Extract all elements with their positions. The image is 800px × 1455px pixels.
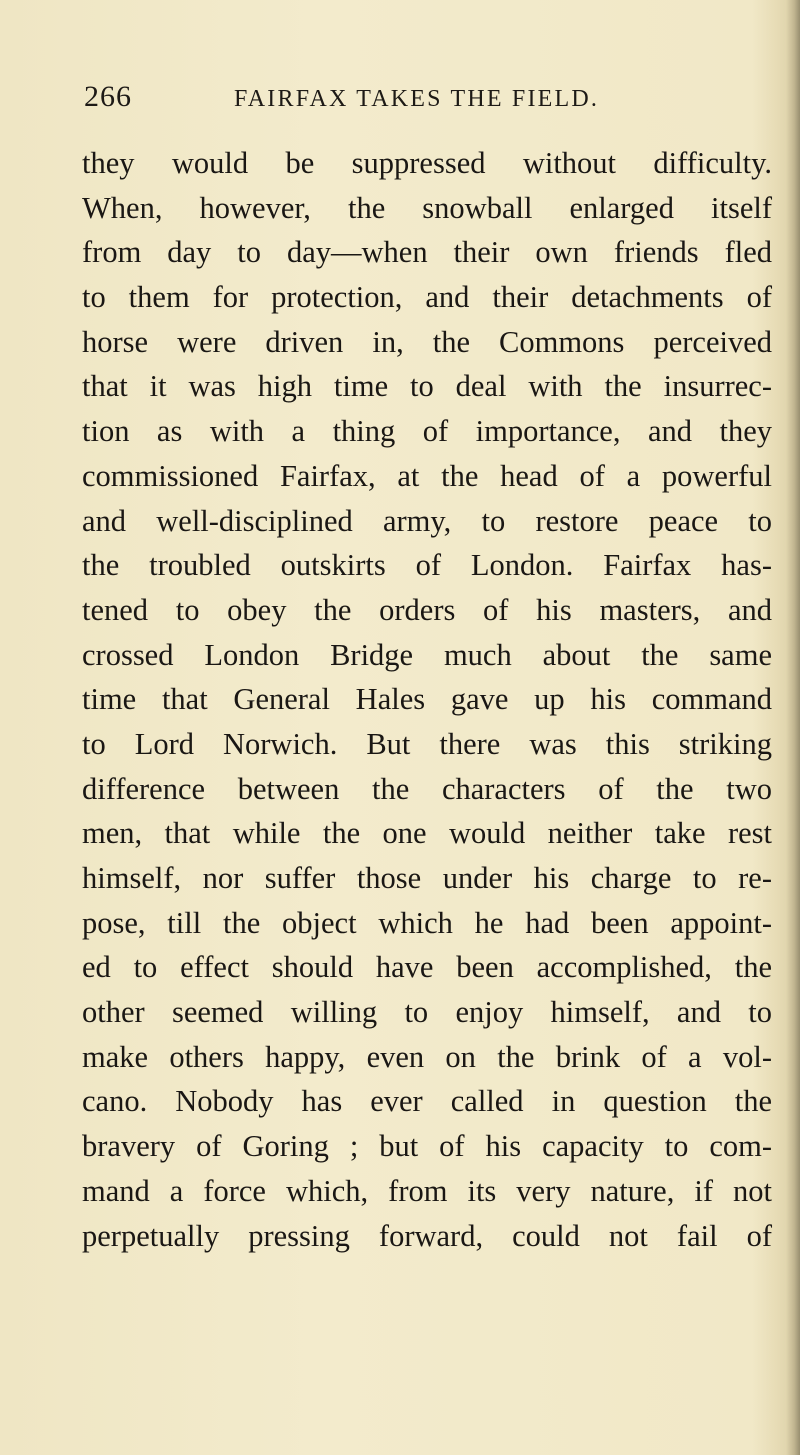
text-line: from day to day—when their own friends fled — [82, 235, 772, 270]
text-line: men, that while the one would neither take rest — [82, 816, 772, 851]
page-gutter-shadow — [786, 0, 800, 1455]
text-line: other seemed willing to enjoy himself, and to — [82, 995, 772, 1030]
text-line: difference between the characters of the two — [82, 771, 772, 806]
text-line: crossed London Bridge much about the same — [82, 637, 772, 672]
text-line: they would be suppressed without difficulty. — [82, 146, 772, 180]
text-line: that it was high time to deal with the insurrec- — [82, 369, 772, 404]
text-line: tion as with a thing of importance, and they — [82, 414, 772, 449]
text-line: mand a force which, from its very nature, if not — [82, 1173, 772, 1208]
text-line: tened to obey the orders of his masters, and — [82, 592, 772, 627]
page-number: 266 — [84, 80, 132, 113]
text-line: cano. Nobody has ever called in question the — [82, 1084, 772, 1119]
text-line: to Lord Norwich. But there was this striking — [82, 726, 772, 761]
text-line: himself, nor suffer those under his charge to re- — [82, 861, 772, 895]
text-line: perpetually pressing forward, could not fail of — [82, 1218, 772, 1253]
text-line: to them for protection, and their detachments of — [82, 280, 772, 315]
text-line: make others happy, even on the brink of a vol- — [82, 1039, 772, 1074]
body-text — [82, 141, 772, 1258]
text-line: time that General Hales gave up his command — [82, 682, 772, 717]
text-line: bravery of Goring ; but of his capacity to com- — [82, 1129, 772, 1164]
text-line: ed to effect should have been accomplished, the — [82, 950, 772, 985]
text-line: pose, till the object which he had been appoint- — [82, 905, 772, 940]
running-head: FAIRFAX TAKES THE FIELD. — [234, 86, 600, 112]
text-line: commissioned Fairfax, at the head of a powerful — [82, 458, 772, 493]
text-line: When, however, the snowball enlarged itself — [82, 190, 772, 225]
text-line: and well-disciplined army, to restore peace to — [82, 503, 772, 538]
text-line: the troubled outskirts of London. Fairfax has- — [82, 548, 772, 583]
text-line: horse were driven in, the Commons perceived — [82, 324, 772, 359]
page-header — [84, 80, 764, 120]
